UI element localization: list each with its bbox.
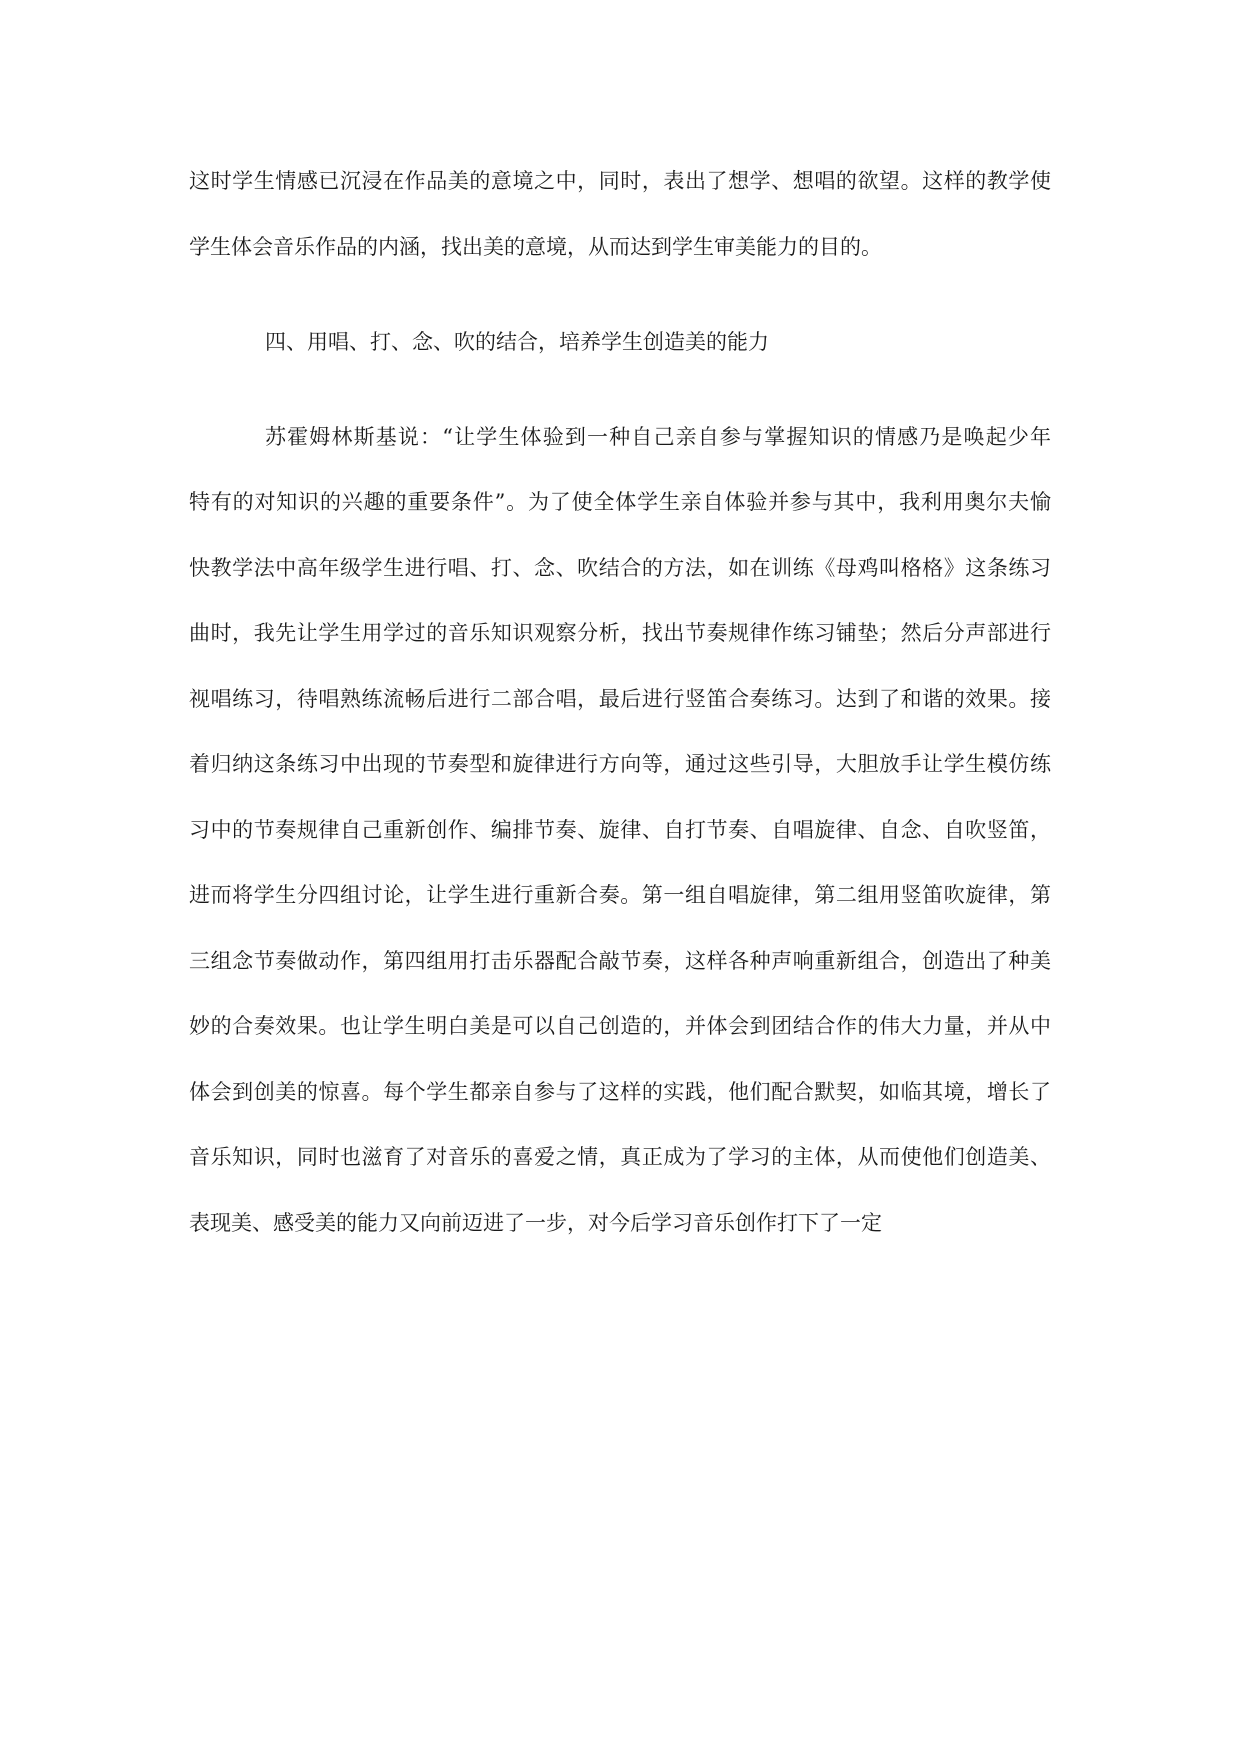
paragraph-2-line-4: 曲时，我先让学生用学过的音乐知识观察分析，找出节奏规律作练习铺垫；然后分声部进行 <box>189 621 1051 645</box>
paragraph-1-line-1: 这时学生情感已沉浸在作品美的意境之中，同时，表出了想学、想唱的欲望。这样的教学使 <box>189 169 1051 193</box>
paragraph-2-line-11: 体会到创美的惊喜。每个学生都亲自参与了这样的实践，他们配合默契，如临其境，增长了 <box>189 1080 1051 1104</box>
paragraph-2-line-3: 快教学法中高年级学生进行唱、打、念、吹结合的方法，如在训练《母鸡叫格格》这条练习 <box>189 556 1051 580</box>
section-heading: 四、用唱、打、念、吹的结合，培养学生创造美的能力 <box>265 330 769 354</box>
paragraph-2-line-7: 习中的节奏规律自己重新创作、编排节奏、旋律、自打节奏、自唱旋律、自念、自吹竖笛， <box>189 818 1051 842</box>
paragraph-2-line-1: 苏霍姆林斯基说：“让学生体验到一种自己亲自参与掌握知识的情感乃是唤起少年 <box>265 425 1051 449</box>
paragraph-2-line-10: 妙的合奏效果。也让学生明白美是可以自己创造的，并体会到团结合作的伟大力量，并从中 <box>189 1014 1051 1038</box>
paragraph-2-line-6: 着归纳这条练习中出现的节奏型和旋律进行方向等，通过这些引导，大胆放手让学生模仿练 <box>189 752 1051 776</box>
paragraph-2-line-2: 特有的对知识的兴趣的重要条件”。为了使全体学生亲自体验并参与其中，我利用奥尔夫愉 <box>189 490 1051 514</box>
paragraph-2-line-13: 表现美、感受美的能力又向前迈进了一步，对今后学习音乐创作打下了一定 <box>189 1211 882 1235</box>
paragraph-2-line-8: 进而将学生分四组讨论，让学生进行重新合奏。第一组自唱旋律，第二组用竖笛吹旋律，第 <box>189 883 1051 907</box>
paragraph-2-line-12: 音乐知识，同时也滋育了对音乐的喜爱之情，真正成为了学习的主体，从而使他们创造美、 <box>189 1145 1051 1169</box>
paragraph-2-line-9: 三组念节奏做动作，第四组用打击乐器配合敲节奏，这样各种声响重新组合，创造出了种美 <box>189 949 1051 973</box>
paragraph-2-line-5: 视唱练习，待唱熟练流畅后进行二部合唱，最后进行竖笛合奏练习。达到了和谐的效果。接 <box>189 687 1051 711</box>
paragraph-1-line-2: 学生体会音乐作品的内涵，找出美的意境，从而达到学生审美能力的目的。 <box>189 235 882 259</box>
